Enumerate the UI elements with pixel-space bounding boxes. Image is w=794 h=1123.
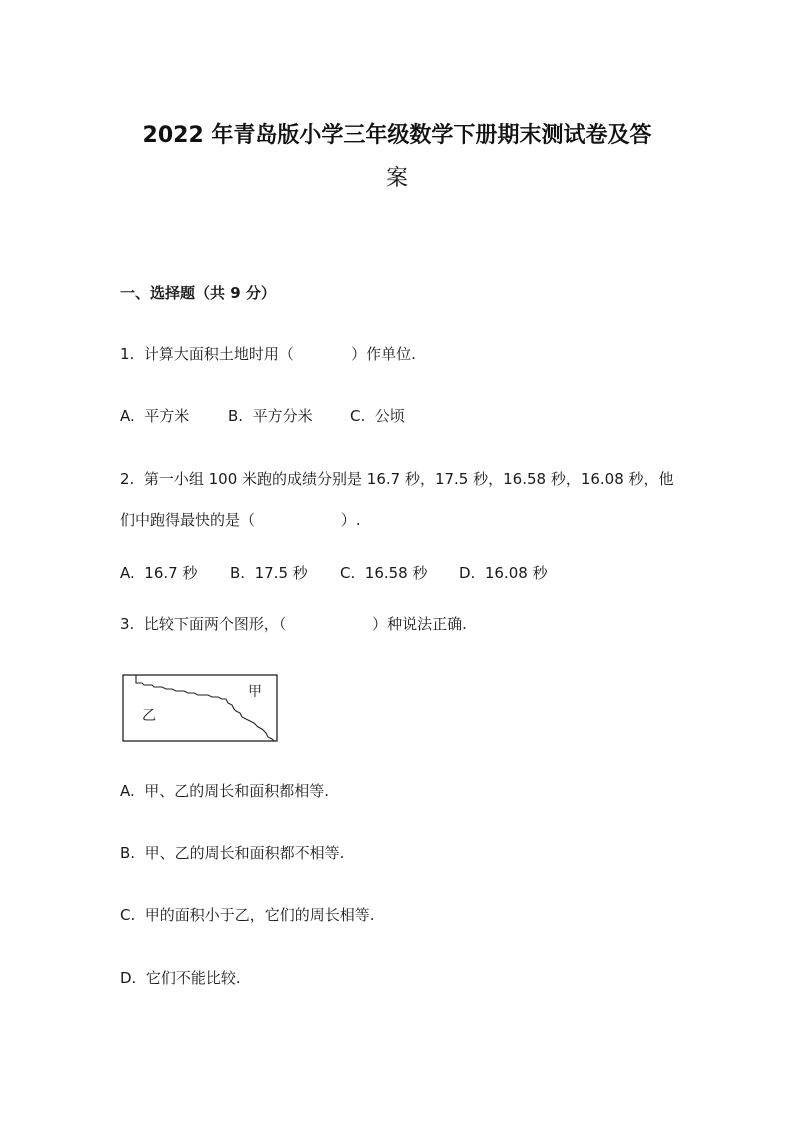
question-3-option-b: B. 甲、乙的周长和面积都不相等. [120,844,345,862]
question-2-option-a: A. 16.7 秒 [120,564,198,582]
question-1-option-a: A. 平方米 [120,407,190,425]
question-1-text: 1. 计算大面积土地时用（ ）作单位. [120,345,416,363]
question-2-text-line2: 们中跑得最快的是（ ）. [120,511,361,529]
question-2-option-b: B. 17.5 秒 [230,564,308,582]
question-1-option-c: C. 公顷 [350,407,405,425]
comparison-figure [122,674,278,742]
question-3-text: 3. 比较下面两个图形，（ ）种说法正确. [120,615,467,633]
question-3-option-d: D. 它们不能比较. [120,969,241,987]
section-heading-choice: 一、选择题（共 9 分） [120,284,276,302]
figure-label-jia: 甲 [248,684,262,700]
document-title-line2: 案 [385,166,408,191]
document-title-line1: 2022 年青岛版小学三年级数学下册期末测试卷及答 [142,123,652,148]
question-1-option-b: B. 平方分米 [228,407,313,425]
figure-label-yi: 乙 [142,708,156,724]
question-3-option-c: C. 甲的面积小于乙，它们的周长相等. [120,906,375,924]
question-3-option-a: A. 甲、乙的周长和面积都相等. [120,782,330,800]
question-2-option-d: D. 16.08 秒 [459,564,548,582]
question-2-option-c: C. 16.58 秒 [340,564,428,582]
question-2-text-line1: 2. 第一小组 100 米跑的成绩分别是 16.7 秒，17.5 秒，16.58 秒，16.08 秒，他 [120,470,674,488]
